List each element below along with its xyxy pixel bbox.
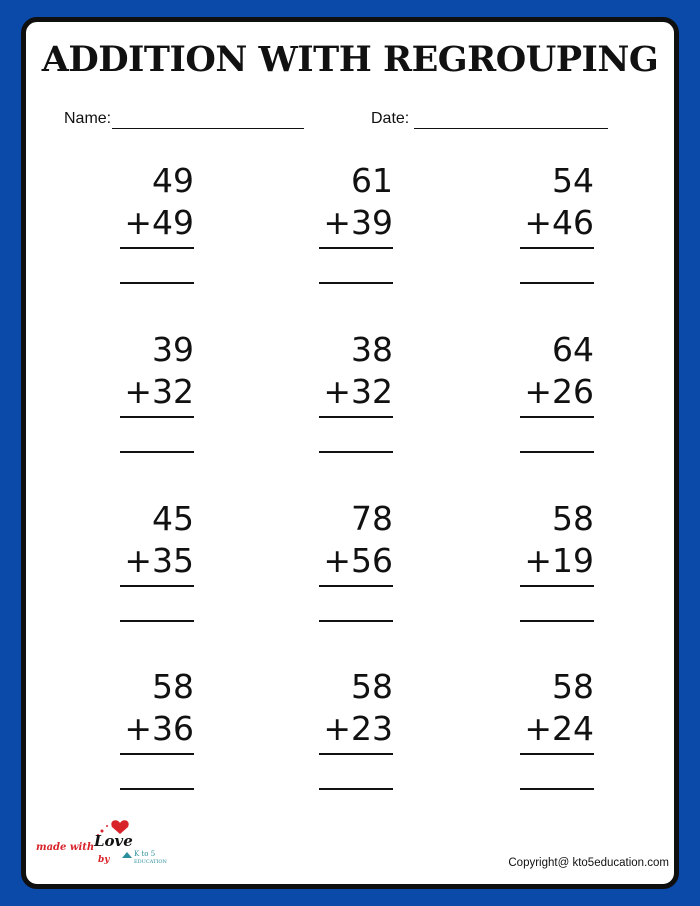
worksheet-title: ADDITION WITH REGROUPING xyxy=(41,39,659,80)
logo-education: EDUCATION xyxy=(134,859,167,865)
addend-bottom: +24 xyxy=(524,709,594,748)
addend-top: 54 xyxy=(552,161,594,200)
sum-line xyxy=(520,753,594,755)
logo-love: Love xyxy=(94,832,133,850)
addend-top: 45 xyxy=(152,499,194,538)
sum-line xyxy=(520,247,594,249)
made-with-love-logo xyxy=(36,817,166,871)
name-label: Name: xyxy=(64,110,112,127)
addend-top: 64 xyxy=(552,330,594,369)
addend-top: 58 xyxy=(351,667,393,706)
addend-bottom: +32 xyxy=(323,372,393,411)
addend-bottom: +32 xyxy=(124,372,194,411)
answer-line[interactable] xyxy=(520,620,594,622)
logo-brand: K to 5 xyxy=(134,850,156,858)
addend-top: 58 xyxy=(152,667,194,706)
sum-line xyxy=(120,247,194,249)
date-label: Date: xyxy=(371,110,410,127)
addend-top: 49 xyxy=(152,161,194,200)
addend-bottom: +56 xyxy=(323,541,393,580)
addend-top: 58 xyxy=(552,667,594,706)
answer-line[interactable] xyxy=(120,620,194,622)
sum-line xyxy=(520,416,594,418)
addend-bottom: +23 xyxy=(323,709,393,748)
sum-line xyxy=(520,585,594,587)
sum-line xyxy=(319,247,393,249)
addend-bottom: +49 xyxy=(124,203,194,242)
answer-line[interactable] xyxy=(120,788,194,790)
copyright-text: Copyright@ kto5education.com xyxy=(508,857,669,869)
answer-line[interactable] xyxy=(520,451,594,453)
addend-bottom: +36 xyxy=(124,709,194,748)
answer-line[interactable] xyxy=(120,282,194,284)
addend-top: 38 xyxy=(351,330,393,369)
addend-top: 39 xyxy=(152,330,194,369)
name-line[interactable] xyxy=(112,128,304,129)
logo-by: by xyxy=(98,855,110,865)
answer-line[interactable] xyxy=(319,620,393,622)
answer-line[interactable] xyxy=(120,451,194,453)
addend-bottom: +26 xyxy=(524,372,594,411)
worksheet-page xyxy=(21,17,679,889)
addend-bottom: +35 xyxy=(124,541,194,580)
sum-line xyxy=(120,585,194,587)
answer-line[interactable] xyxy=(319,788,393,790)
answer-line[interactable] xyxy=(319,282,393,284)
addend-bottom: +39 xyxy=(323,203,393,242)
addend-bottom: +19 xyxy=(524,541,594,580)
addend-bottom: +46 xyxy=(524,203,594,242)
addend-top: 58 xyxy=(552,499,594,538)
logo-made-with: made with xyxy=(36,842,95,853)
sum-line xyxy=(319,585,393,587)
date-line[interactable] xyxy=(414,128,608,129)
addend-top: 78 xyxy=(351,499,393,538)
sum-line xyxy=(120,753,194,755)
sum-line xyxy=(319,753,393,755)
sum-line xyxy=(120,416,194,418)
answer-line[interactable] xyxy=(319,451,393,453)
answer-line[interactable] xyxy=(520,788,594,790)
answer-line[interactable] xyxy=(520,282,594,284)
addend-top: 61 xyxy=(351,161,393,200)
sum-line xyxy=(319,416,393,418)
